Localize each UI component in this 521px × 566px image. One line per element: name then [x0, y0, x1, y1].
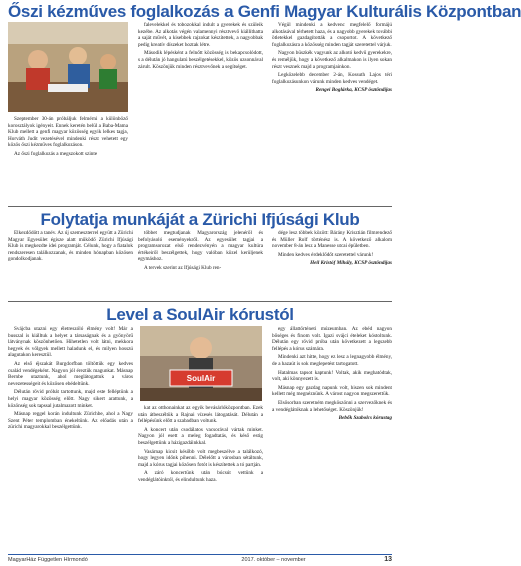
article2-col1	[8, 230, 133, 298]
footer-publication: MagyarHáz Független Hírmondó	[8, 556, 88, 563]
article1-col3-p3: Legközelebb december 2-án, Kossuth Lajos téri foglalkozásunkon várunk minden kedves vendéget.	[272, 72, 392, 85]
article3-title: Level a SoulAir kórustól	[106, 305, 294, 324]
article3-col1-p1: Svájcba utazni egy életreszóló élmény volt! Már a busszal is kiálltuk a helyet a társaságnak és a gyönyörű látványnak köszönhetően. Hihetetlen volt látni, mekkora hegyek és völgyek mellett haladunk el, és milyen hosszú alagutakon keresztül.	[8, 326, 133, 359]
article1-col3-p1: Végül mindenki a kedvenc megfelelő formájú alkotásával térhetett haza, és a nagyobb gyerekek további ötletekkel gazdagították a csoportot. A következő foglalkozásra a közösség minden tagját szeretettel várjuk.	[272, 22, 392, 48]
article1-signature: Rengei Boglárka, KCSP ösztöndíjas	[315, 87, 392, 94]
article1-col2	[138, 22, 263, 202]
craft-photo	[8, 22, 128, 112]
article1-col1-p2: Az őszi foglalkozás a megszokott szinte	[14, 150, 98, 157]
article3-col2-p3: Vasárnap kicsit később volt megbeszélve a találkozó, hogy legyen időnk pihenni. Délelőtt a városban sétáltunk, majd a kórus tagjai közösen fotót is készítettek a tó partján.	[138, 448, 263, 468]
craft-photo-image	[8, 22, 128, 112]
article2-col2-p2: A tervek szerint az Ifjúsági Klub ren-	[144, 264, 222, 271]
article3-signature: Bebők Szabolcs kórustag	[338, 415, 392, 422]
article2-col1-p1: Elkezdődött a tanév. Az új szemeszterrel együtt a Zürichi Magyar Egyesület égisze alatt működő Zürichi Ifjúsági Klub is megkezdte idei programját. Célunk, hogy a fiatalok rendszeresen találkozzanak, és minden hónapban közösen gondolkodjanak.	[8, 230, 133, 263]
article2-col2-p1: többet megtudjanak Magyarország jelenéről és befolyásoló eseményekről. Az egyesület tagjai a programsorozat első rendezvényén a magyar kultúra értékeiről beszélgettek, hogy valóban közel kerüljenek egymáshoz.	[138, 230, 263, 263]
article3-col3-p5: Elsősorban szeretném megköszönni a szervezőknek és a vendéglátóknak a lehetőséget. Köszönjük!	[272, 399, 392, 413]
divider-1	[8, 206, 392, 207]
article3-col3	[272, 326, 392, 552]
article3-col3-p2: Mindenki azt hitte, hogy ez lesz a legnagyobb élmény, de a hazaút is sok meglepetést tartogatott.	[272, 354, 392, 367]
divider-2	[8, 301, 392, 302]
article3-col1-p3: Délután rövid próbát tartottunk, majd este felléptünk a helyi magyar közösség előtt. Nagy sikert arattunk, a közönség sok tapssal jutalmazott minket.	[8, 389, 133, 409]
article1-col3-p2: Nagyon büszkék vagyunk az alkotó kedvű gyerekekre, és reméljük, hogy a következő alkalmakon is ilyen sokan részt vesznek majd a programjainkon.	[272, 50, 392, 70]
article3-col1-p2: Az első éjszakát Burgdorfban töltöttük egy kedves család vendégeként. Nagyon jól éreztük magunkat. Másnap Bernbe utaztunk, ahol meglátogattuk a város nevezetességeit és közösen ebédeltünk.	[8, 360, 133, 387]
choir-photo-image	[140, 326, 262, 401]
article2-col3	[272, 230, 392, 298]
article1-col2-p1: falevelekkel és tobozokkal indult a gyerekek és szüleik kezébe. Az alkotás végén valamennyi résztvevő kiállíthatta a saját művét, a kisebbek rajzokat készítettek, a nagyobbak pedig kreatív díszeket hoztak létre.	[138, 22, 263, 48]
article2-col3-p1: dége lesz többek között: Bárány Krisztián filmrendező és Müller Rolf történész is. A következő alkalom november 8-án lesz a Manesse utcai épületben.	[272, 230, 392, 250]
article3-col2-p4: A záró koncertünk után búcsút vettünk a vendéglátóinktól, és elindultunk haza.	[138, 470, 263, 483]
article3-col2-p2: A koncert után csodálatos vacsorával vártak minket. Nagyon jól esett a meleg fogadtatás, és késő estig beszélgettünk a házigazdáinkkal.	[138, 426, 263, 446]
page-number: 13	[384, 556, 392, 563]
article1-col1-p1: Szeptember 30-án próbáljuk felmérni a különböző korosztályok igényeit. Ennek keretén belül a Baba-Mama Klub mellett a genfi magyar közösség egyik lelkes tagja, Horváth Judit vezetésével mindenki részt vehetett egy közös őszi kézműves foglalkozáson.	[8, 116, 128, 149]
article3-col3-p1: egy állattörténeti múzeumban. Az ebéd nagyon bőséges és finom volt. Igazi svájci ételeket kóstoltunk. Délután egy rövid próba után következett a legszebb fellépés a kórus számára.	[272, 326, 392, 352]
choir-photo	[140, 326, 262, 401]
article3-col2	[138, 405, 263, 552]
article1-col2-p2: Második lépésként a felnőtt közösség is bekapcsolódott, s a délután jó hangulatú beszélgetésekkel, közös uzsonnával zárult. Köszönjük minden résztvevőnek a segítséget.	[138, 50, 263, 70]
article3-col3-p3: Hatalmas tapsot kaptunk! Voltak, akik meghatódtak, volt, aki könnyezett is.	[272, 369, 392, 383]
article2-col3-p2: Minden kedves érdeklődőt szeretettel várunk!	[278, 251, 374, 258]
page-footer	[8, 554, 392, 564]
article3-col2-p1: kat az otthonainkat az egyik bevásárlóközpontban. Ezek után átbeszéltük a Rajnai vízesés látogatását. Délután a fellépésünk előtt a szabadban voltunk.	[138, 405, 263, 425]
article1-col3	[272, 22, 392, 202]
article2-title: Folytatja munkáját a Zürichi Ifjúsági Klub	[40, 210, 360, 229]
article3-col3-p4: Másnap egy gazdag napunk volt, hiszen sok mindent kellett még megnéznünk. A várost nagyon megszerettük.	[272, 384, 392, 398]
article1-col1	[8, 116, 128, 201]
article3-col1-p4: Másnap reggel korán indultunk Zürichbe, ahol a Nagy Szent Péter templomban énekeltünk. Az előadás után a zürichi magyarokkal beszélgettünk.	[8, 411, 133, 431]
footer-date: 2017. október – november	[241, 556, 306, 563]
choir-banner-text: SoulAir	[186, 374, 216, 383]
article1-title: Őszi kézműves foglalkozás a Genfi Magyar Kulturális Központban	[8, 2, 521, 21]
article3-col1	[8, 326, 133, 552]
article2-signature: Heil Kristóf Mihály, KCSP ösztöndíjas	[310, 260, 392, 267]
article2-col2	[138, 230, 263, 298]
